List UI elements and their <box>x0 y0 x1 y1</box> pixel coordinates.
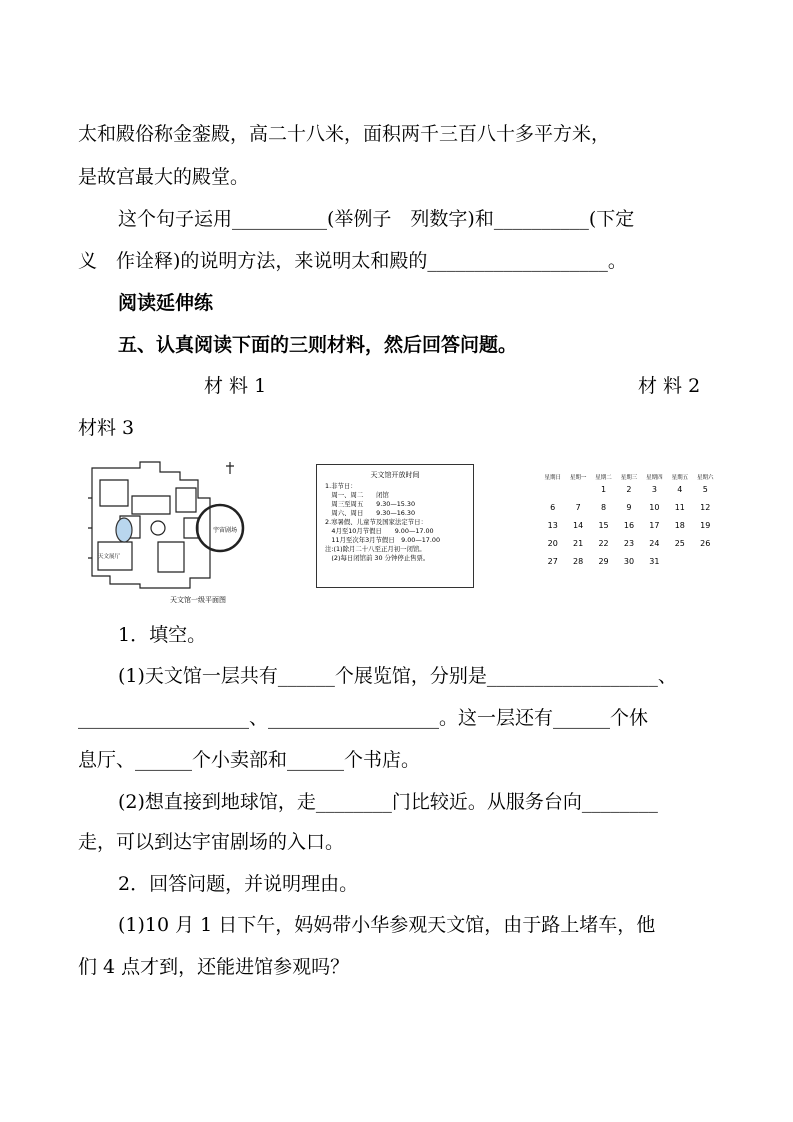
hours-row: (2)每日闭馆前 30 分钟停止售票。 <box>325 554 430 562</box>
calendar-day: 16 <box>623 521 635 530</box>
hours-row: 注:(1)除月二十八至正月初一闭馆。 <box>325 545 426 553</box>
map-caption: 天文馆一级平面图 <box>170 596 226 604</box>
calendar-day <box>667 556 692 574</box>
calendar-day: 30 <box>623 557 635 566</box>
calendar-day: 5 <box>702 485 708 494</box>
calendar-day: 24 <box>649 539 660 548</box>
paragraph-line: 是故宫最大的殿堂。 <box>78 166 250 188</box>
calendar-day: 21 <box>573 539 584 548</box>
calendar-day: 19 <box>700 521 711 530</box>
question-line: 1．填空。 <box>118 624 207 646</box>
calendar-header: 星期二 <box>595 475 612 481</box>
calendar-header: 星期三 <box>620 475 638 481</box>
hours-row: 11月至次年3月节假日 9.00—17.00 <box>325 536 441 544</box>
question-line: (1)10 月 1 日下午，妈妈带小华参观天文馆，由于路上堵车，他 <box>118 914 656 936</box>
calendar-day: 28 <box>573 557 584 566</box>
calendar-day <box>565 484 590 502</box>
hours-row: 2.寒暑假、儿童节及国家法定节日： <box>325 518 427 526</box>
calendar-header: 星期四 <box>646 475 663 481</box>
calendar-day: 3 <box>651 485 657 494</box>
section-heading: 阅读延伸练 <box>118 292 214 314</box>
calendar-header: 星期五 <box>671 475 689 481</box>
calendar-day <box>693 556 718 574</box>
calendar-day: 31 <box>649 557 660 566</box>
calendar-day: 15 <box>598 521 609 530</box>
hours-row: 周一、周二 闭馆 <box>325 491 389 499</box>
calendar-day: 27 <box>547 557 558 566</box>
floor-plan-image <box>80 458 250 606</box>
calendar-day: 6 <box>550 503 556 512</box>
calendar-day: 17 <box>649 521 660 530</box>
question-line: __________________、__________________。这一层还有______个休 <box>78 707 649 729</box>
calendar-day: 25 <box>674 539 685 548</box>
material-label-1: 材 料 1 <box>204 375 267 397</box>
hours-row: 周六、周日 9.30—16.30 <box>325 509 416 517</box>
calendar-day: 22 <box>598 539 609 548</box>
calendar-day: 8 <box>601 503 607 512</box>
calendar-day: 10 <box>649 503 660 512</box>
calendar-day: 12 <box>700 503 711 512</box>
opening-hours-image <box>316 464 474 588</box>
calendar-day: 13 <box>547 521 558 530</box>
calendar-day: 18 <box>674 521 685 530</box>
hours-row: 周三至周五 9.30—15.30 <box>325 500 416 508</box>
question-line: (2)想直接到地球馆，走________门比较近。从服务台向________ <box>118 791 658 813</box>
hours-title: 天文馆开放时间 <box>370 471 420 479</box>
hours-row: 4月至10月节假日 9.00—17.00 <box>325 527 434 535</box>
calendar-day: 9 <box>626 503 632 512</box>
question-line: 息厅、______个小卖部和______个书店。 <box>78 749 421 771</box>
question-line: (1)天文馆一层共有______个展览馆，分别是__________________、 <box>118 665 677 687</box>
question-line: 们 4 点才到，还能进馆参观吗？ <box>78 956 350 978</box>
calendar-day <box>540 484 565 502</box>
calendar-day: 14 <box>573 521 584 530</box>
calendar-image <box>540 470 718 586</box>
question-line: 2．回答问题，并说明理由。 <box>118 873 359 895</box>
floor-plan-drawing <box>80 458 250 606</box>
calendar-table <box>540 470 718 574</box>
map-label: 天文展厅 <box>98 554 121 560</box>
calendar-day: 26 <box>700 539 711 548</box>
material-label-3: 材料 3 <box>78 417 135 439</box>
calendar-header: 星期一 <box>569 475 587 481</box>
calendar-day: 20 <box>547 539 558 548</box>
calendar-day: 23 <box>623 539 635 548</box>
calendar-day: 11 <box>674 503 685 512</box>
calendar-day: 1 <box>601 485 607 494</box>
question-heading: 五、认真阅读下面的三则材料，然后回答问题。 <box>118 334 518 356</box>
calendar-day: 29 <box>598 557 609 566</box>
map-label: 宇宙剧场 <box>213 527 238 534</box>
calendar-header: 星期日 <box>544 475 561 481</box>
question-line: 走，可以到达宇宙剧场的入口。 <box>78 831 345 853</box>
calendar-header: 星期六 <box>697 475 714 481</box>
paragraph-line: 义 作诠释)的说明方法，来说明太和殿的___________________。 <box>78 250 627 272</box>
hours-row: 1.非节日： <box>325 482 357 490</box>
paragraph-line: 太和殿俗称金銮殿，高二十八米，面积两千三百八十多平方米， <box>78 123 611 145</box>
calendar-day: 4 <box>677 485 683 494</box>
calendar-day: 2 <box>626 485 632 494</box>
paragraph-line: 这个句子运用__________(举例子 列数字)和__________(下定 <box>118 208 635 230</box>
material-label-2: 材 料 2 <box>638 375 701 397</box>
calendar-day: 7 <box>575 503 581 512</box>
